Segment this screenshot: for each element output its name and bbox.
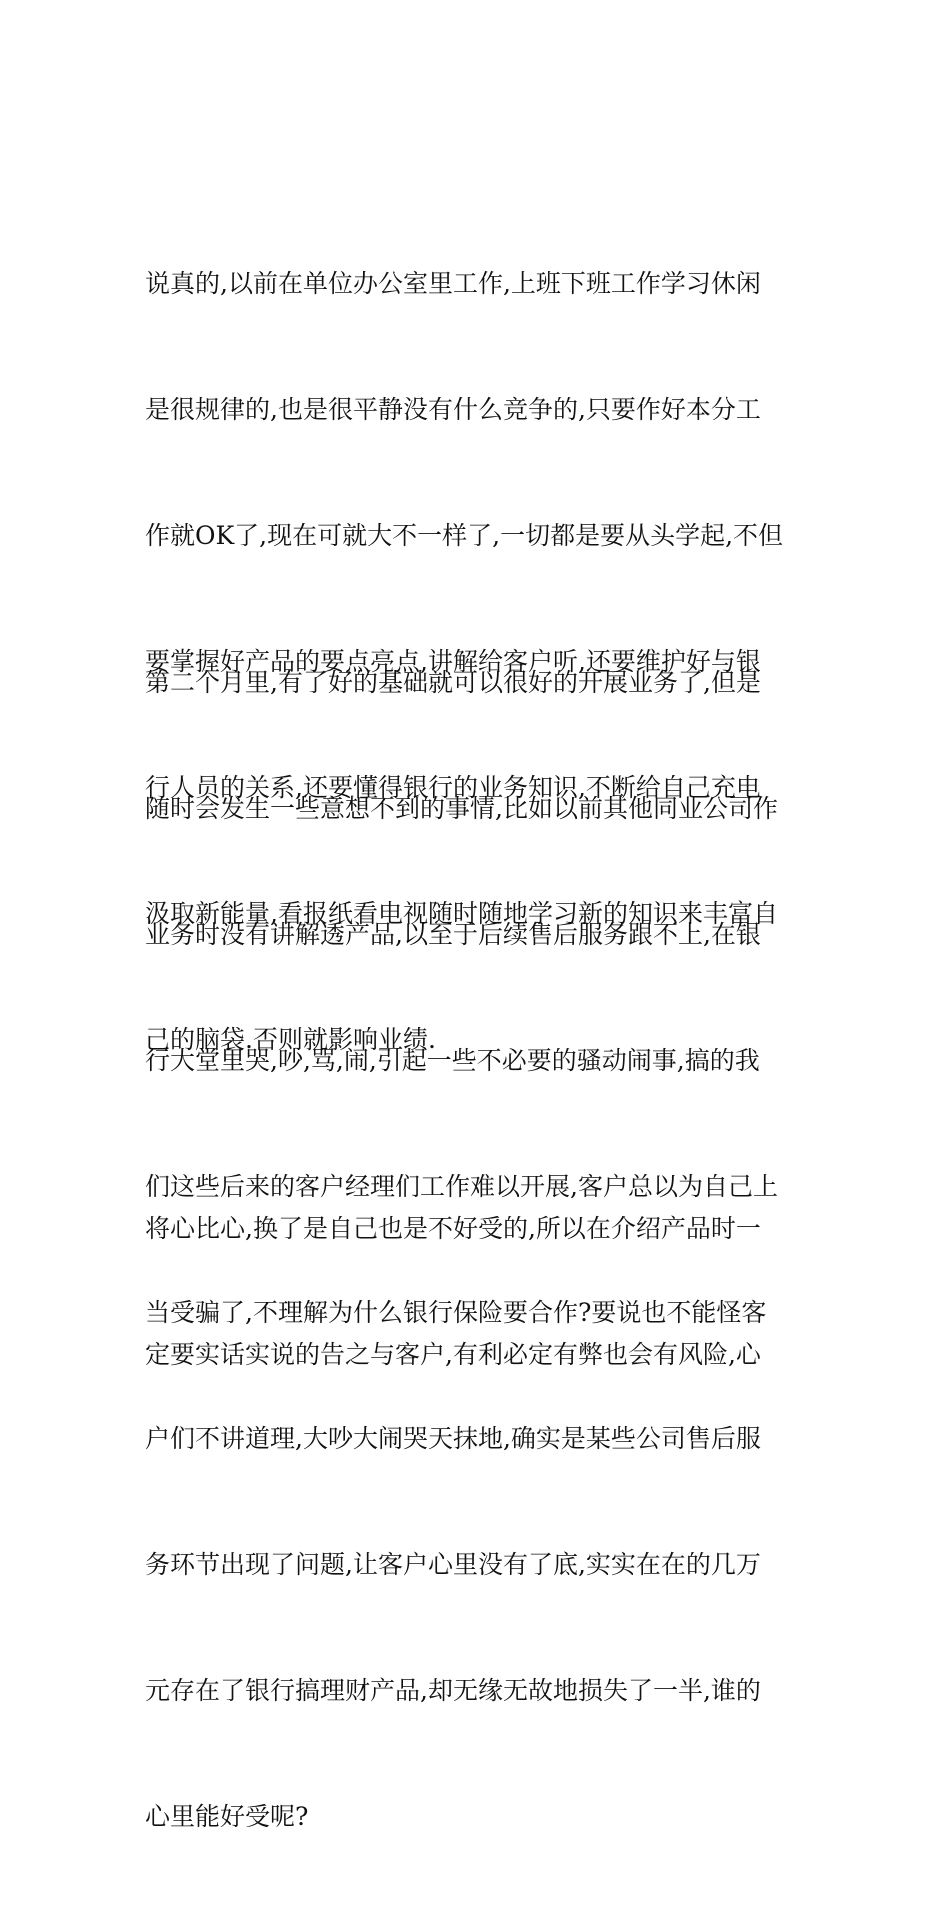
text-line: 行人员的关系,还要懂得银行的业务知识,不断给自己充电 bbox=[145, 773, 761, 802]
text-line: 将心比心,换了是自己也是不好受的,所以在介绍产品时一 bbox=[145, 1214, 761, 1243]
text-line: 们这些后来的客户经理们工作难以开展,客户总以为自己上 bbox=[145, 1172, 778, 1201]
text-line: 要掌握好产品的要点亮点,讲解给客户听,还要维护好与银 bbox=[145, 647, 761, 676]
text-line: 户们不讲道理,大吵大闹哭天抹地,确实是某些公司售后服 bbox=[145, 1424, 761, 1453]
text-line: 业务时没有讲解透产品,以至于后续售后服务跟不上,在银 bbox=[145, 920, 761, 949]
text-line: 是很规律的,也是很平静没有什么竞争的,只要作好本分工 bbox=[145, 395, 761, 424]
text-line: 心里能好受呢? bbox=[145, 1802, 309, 1831]
text-line: 随时会发生一些意想不到的事情,比如以前其他同业公司作 bbox=[145, 794, 778, 823]
text-line: 务环节出现了问题,让客户心里没有了底,实实在在的几万 bbox=[145, 1550, 761, 1579]
text-line: 第二个月里,有了好的基础就可以很好的开展业务了,但是 bbox=[145, 668, 761, 697]
paragraph-3 bbox=[145, 1124, 810, 1460]
text-line: 汲取新能量,看报纸看电视随时随地学习新的知识来丰富自 bbox=[145, 899, 778, 928]
text-line: 行大堂里哭,吵,骂,闹,引起一些不必要的骚动闹事,搞的我 bbox=[145, 1046, 760, 1075]
text-line: 定要实话实说的告之与客户,有利必定有弊也会有风险,心 bbox=[145, 1340, 761, 1369]
text-line: 己的脑袋.否则就影响业绩. bbox=[145, 1025, 436, 1054]
text-line: 作就OK了,现在可就大不一样了,一切都是要从头学起,不但 bbox=[145, 521, 784, 550]
text-line: 元存在了银行搞理财产品,却无缘无故地损失了一半,谁的 bbox=[145, 1676, 761, 1705]
text-line: 当受骗了,不理解为什么银行保险要合作?要说也不能怪客 bbox=[145, 1298, 767, 1327]
text-line: 说真的,以前在单位办公室里工作,上班下班工作学习休闲 bbox=[145, 269, 761, 298]
